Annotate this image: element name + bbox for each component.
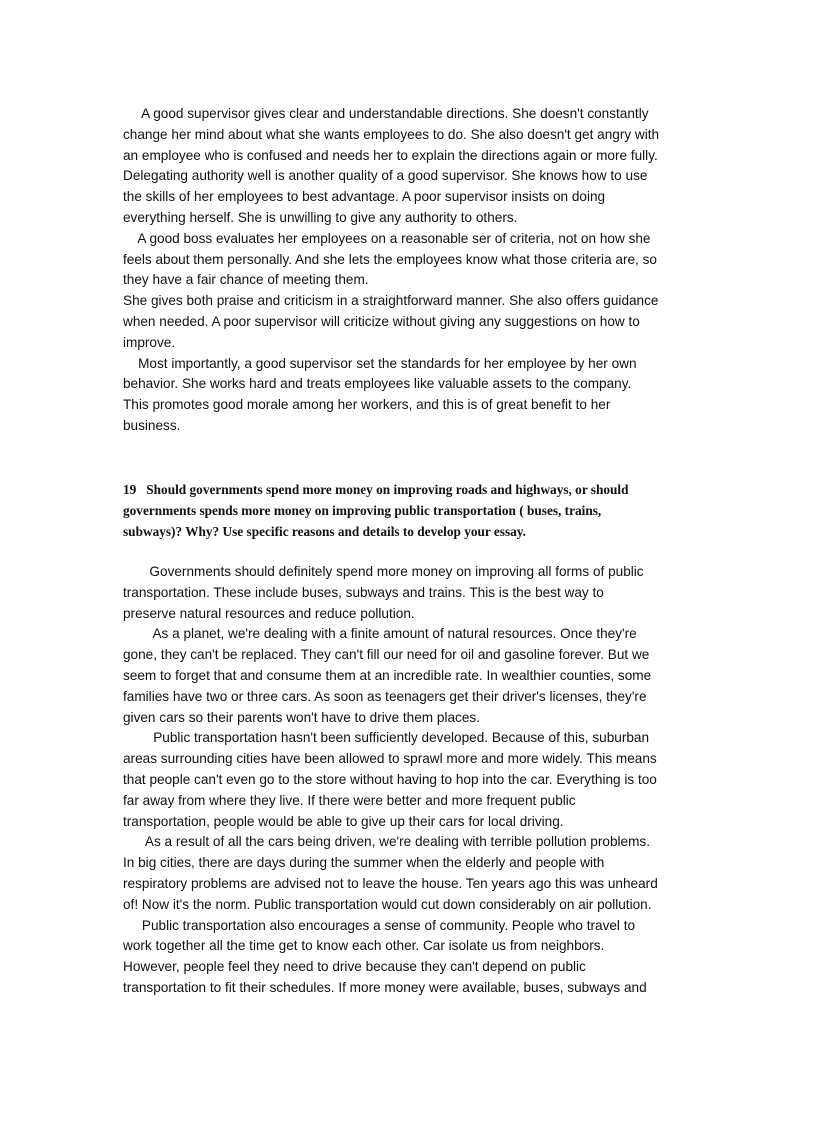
text-line: A good boss evaluates her employees on a reasonable ser of criteria, not on how she (123, 230, 651, 246)
text-line: far away from where they live. If there were better and more frequent public (123, 792, 576, 808)
text-line: Public transportation also encourages a sense of community. People who travel to (123, 917, 636, 933)
text-line: given cars so their parents won't have to drive them places. (123, 709, 480, 725)
text-line: gone, they can't be replaced. They can't fill our need for oil and gasoline forever. But we (123, 647, 650, 663)
text-line: A good supervisor gives clear and understandable directions. She doesn't constantly (123, 106, 649, 121)
text-line: Public transportation hasn't been sufficiently developed. Because of this, suburban (123, 730, 650, 746)
text-line: change her mind about what she wants employees to do. She also doesn't get angry with (123, 126, 660, 142)
text-line: She gives both praise and criticism in a straightforward manner. She also offers guidance (123, 293, 659, 309)
text-line: preserve natural resources and reduce pollution. (123, 605, 415, 621)
text-line: work together all the time get to know each other. Car isolate us from neighbors. (123, 938, 605, 954)
text-line: areas surrounding cities have been allowed to sprawl more and more widely. This means (123, 751, 657, 767)
text-line: transportation, people would be able to give up their cars for local driving. (123, 813, 564, 829)
text-line: an employee who is confused and needs her to explain the directions again or more fully. (123, 147, 658, 163)
text-line: families have two or three cars. As soon as teenagers get their driver's licenses, they're (123, 688, 647, 704)
text-line: However, people feel they need to drive because they can't depend on public (123, 959, 586, 975)
text-line: transportation. These include buses, subways and trains. This is the best way to (123, 584, 604, 600)
text-line: In big cities, there are days during the summer when the elderly and people with (123, 855, 605, 871)
text-line: Governments should definitely spend more money on improving all forms of public (123, 564, 644, 579)
essay-public-transportation (123, 562, 703, 999)
text-line: business. (123, 417, 181, 433)
text-line: feels about them personally. And she lets the employees know what those criteria are, so (123, 251, 657, 267)
text-line: behavior. She works hard and treats employees like valuable assets to the company. (123, 376, 632, 392)
text-line: that people can't even go to the store without having to hop into the car. Everything is too (123, 771, 657, 787)
heading-line: subways)? Why? Use specific reasons and details to develop your essay. (123, 523, 527, 539)
text-line: transportation to fit their schedules. If more money were available, buses, subways and (123, 979, 647, 995)
essay-supervisor-ending (123, 104, 703, 437)
text-line: improve. (123, 334, 176, 350)
text-line: As a result of all the cars being driven, we're dealing with terrible pollution problems. (123, 834, 650, 850)
text-line: Most importantly, a good supervisor set the standards for her employee by her own (123, 355, 637, 371)
text-line: Delegating authority well is another quality of a good supervisor. She knows how to use (123, 168, 648, 184)
text-line: when needed. A poor supervisor will criticize without giving any suggestions on how to (123, 313, 640, 329)
text-line: of! Now it's the norm. Public transportation would cut down considerably on air pollution. (123, 896, 652, 912)
text-line: they have a fair chance of meeting them. (123, 272, 369, 288)
question-heading (123, 480, 723, 542)
text-line: everything herself. She is unwilling to give any authority to others. (123, 209, 518, 225)
heading-line: governments spends more money on improving public transportation ( buses, trains, (123, 502, 602, 518)
text-line: This promotes good morale among her workers, and this is of great benefit to her (123, 397, 611, 413)
text-line: the skills of her employees to best advantage. A poor supervisor insists on doing (123, 189, 606, 205)
text-line: seem to forget that and consume them at an incredible rate. In wealthier counties, some (123, 667, 652, 683)
heading-line: 19 Should governments spend more money on improving roads and highways, or should (123, 482, 629, 497)
text-line: As a planet, we're dealing with a finite amount of natural resources. Once they're (123, 626, 637, 642)
text-line: respiratory problems are advised not to leave the house. Ten years ago this was unheard (123, 875, 658, 891)
